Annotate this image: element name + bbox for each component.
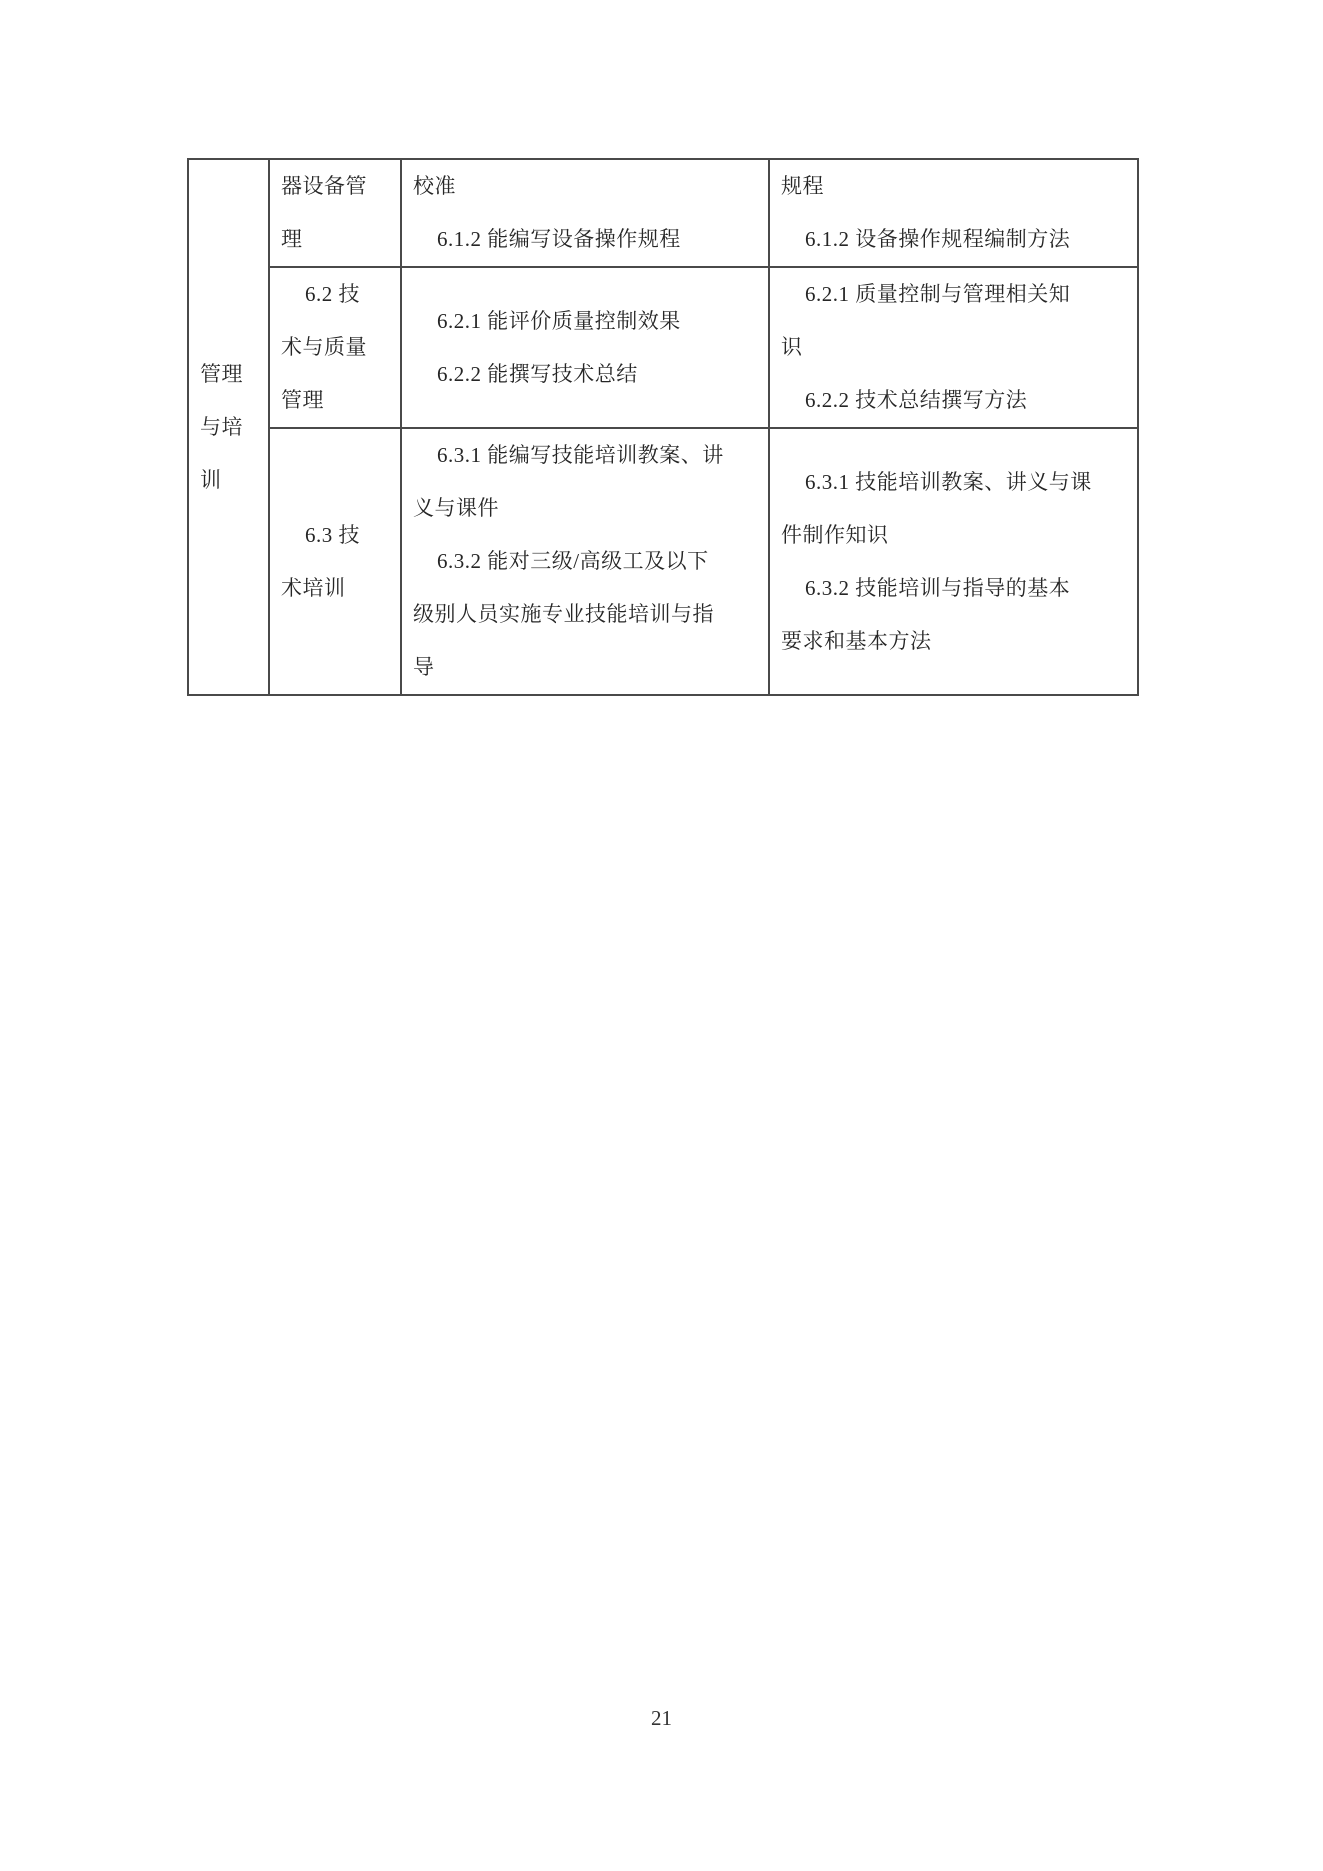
page-number: 21 — [651, 1706, 672, 1730]
cell-work-skills-6-1 — [401, 159, 769, 267]
table-cell-line: 器设备管 — [281, 174, 367, 198]
cell-knowledge-6-2 — [769, 267, 1138, 428]
table-cell-line: 规程 — [781, 174, 824, 198]
cell-skill-area-equipment-management — [269, 159, 401, 267]
table-cell-line: 管理 — [281, 388, 324, 412]
table-cell-line: 6.1.2 设备操作规程编制方法 — [805, 227, 1071, 251]
table-cell-line: 义与课件 — [413, 496, 499, 520]
table-cell-line: 6.2.1 质量控制与管理相关知 — [805, 282, 1071, 306]
cell-category-management-training — [188, 159, 269, 695]
table-cell-line: 6.2.2 技术总结撰写方法 — [805, 388, 1028, 412]
cell-work-skills-6-3 — [401, 428, 769, 695]
cell-knowledge-6-3 — [769, 428, 1138, 695]
table-cell-line: 理 — [281, 227, 303, 251]
table-cell-line: 6.3 技 — [305, 522, 360, 547]
table-cell-line: 导 — [413, 655, 435, 679]
table-row — [188, 267, 1138, 428]
skills-knowledge-table — [187, 158, 1139, 696]
table-cell-line: 6.3.2 技能培训与指导的基本 — [805, 575, 1071, 600]
table-cell-line: 级别人员实施专业技能培训与指 — [413, 602, 714, 626]
cell-work-skills-6-2 — [401, 267, 769, 428]
table-cell-line: 6.3.1 技能培训教案、讲义与课 — [805, 469, 1092, 494]
table-cell-line: 要求和基本方法 — [781, 628, 932, 653]
cell-knowledge-6-1 — [769, 159, 1138, 267]
table-cell-line: 6.1.2 能编写设备操作规程 — [437, 227, 681, 251]
table-cell-line: 6.2.1 能评价质量控制效果 — [437, 308, 681, 333]
table-cell-line: 术与质量 — [281, 335, 367, 359]
cell-skill-area-quality-management — [269, 267, 401, 428]
table-cell-line: 识 — [781, 335, 803, 359]
table-cell-line: 件制作知识 — [781, 522, 889, 547]
table-cell-line: 训 — [200, 467, 222, 492]
table-cell-line: 管理 — [200, 361, 243, 386]
table-cell-line: 与培 — [200, 414, 243, 439]
table-cell-line: 术培训 — [281, 575, 346, 600]
table-cell-line: 6.2 技 — [305, 282, 360, 306]
table-cell-line: 校准 — [413, 174, 456, 198]
table-row — [188, 159, 1138, 267]
table-cell-line: 6.3.2 能对三级/高级工及以下 — [437, 549, 709, 573]
table-row — [188, 428, 1138, 695]
table-cell-line: 6.2.2 能撰写技术总结 — [437, 361, 638, 386]
table-cell-line: 6.3.1 能编写技能培训教案、讲 — [437, 443, 724, 467]
cell-skill-area-technical-training — [269, 428, 401, 695]
